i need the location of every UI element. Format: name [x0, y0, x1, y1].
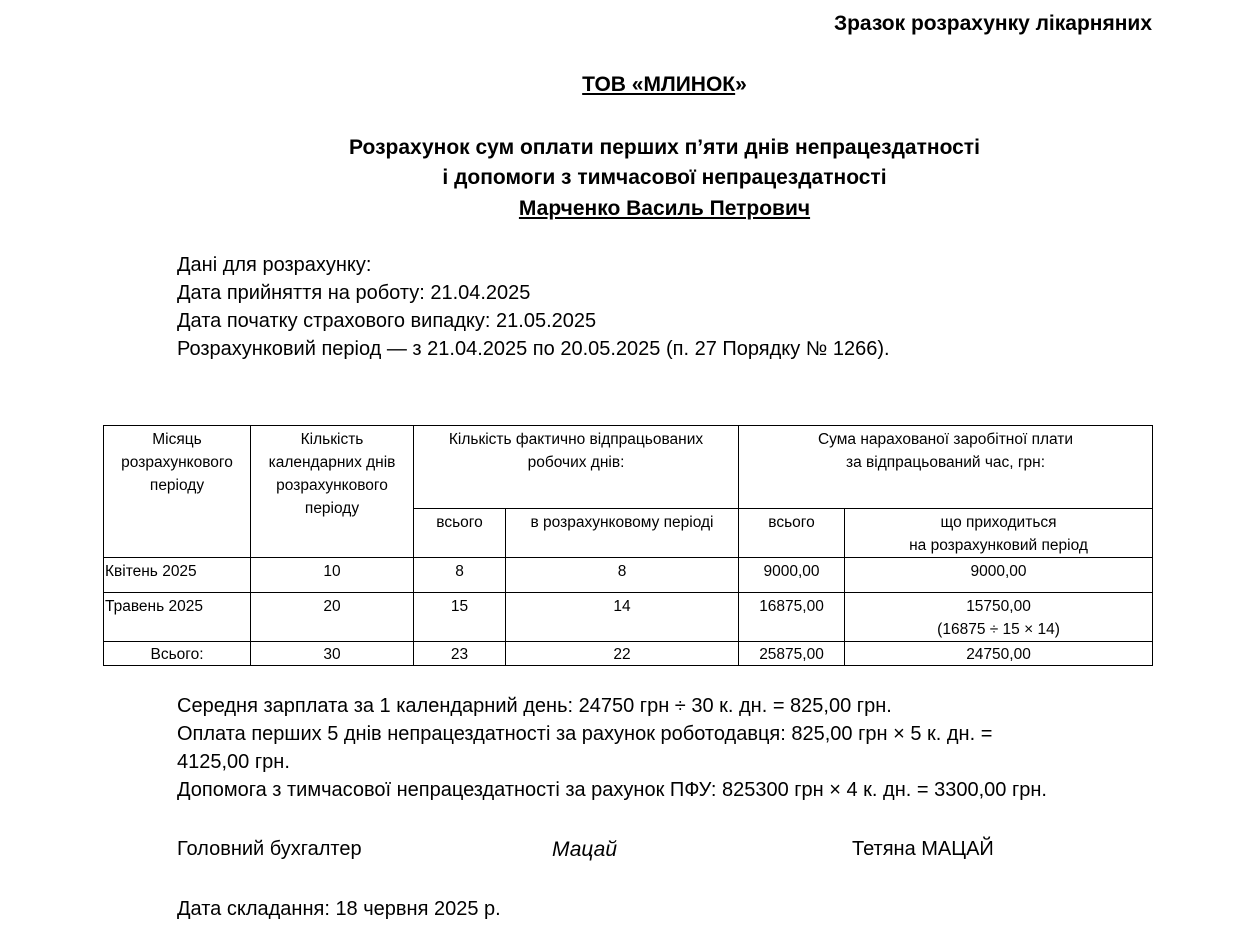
company-name	[0, 73, 1240, 97]
hire-date: Дата прийняття на роботу: 21.04.2025	[177, 282, 531, 304]
insured-event-date: Дата початку страхового випадку: 21.05.2025	[177, 310, 597, 332]
signatory-name: Тетяна МАЦАЙ	[852, 838, 994, 860]
row-worked-in-period: 8	[506, 558, 739, 593]
row-worked-total: 15	[414, 593, 506, 642]
total-worked-in-period: 22	[506, 642, 739, 666]
signatory-role: Головний бухгалтер	[177, 838, 362, 860]
header-salary-total: всього	[739, 509, 845, 558]
header-worked-days: Кількість фактично відпрацьованих робочих днів:	[414, 426, 739, 509]
row-calendar-days: 10	[251, 558, 414, 593]
total-salary-total: 25875,00	[739, 642, 845, 666]
total-label: Всього:	[104, 642, 251, 666]
company-name-tail: »	[735, 73, 747, 96]
table-header-row	[104, 426, 1153, 509]
header-calendar-days: Кількість календарних днів розрахункового періоду	[251, 426, 414, 558]
calc-data-heading: Дані для розрахунку:	[177, 254, 372, 276]
salary-calculation-table	[103, 425, 1153, 666]
employee-name: Марченко Василь Петрович	[518, 197, 811, 220]
employer-payment-line-1: Оплата перших 5 днів непрацездатності за рахунок роботодавця: 825,00 грн × 5 к. дн. =	[177, 723, 993, 745]
row-month: Квітень 2025	[104, 558, 251, 593]
header-salary-in-period: що приходиться на розрахунковий період	[845, 509, 1153, 558]
total-worked-total: 23	[414, 642, 506, 666]
table-row	[104, 593, 1153, 642]
row-salary-note: (16875 ÷ 15 × 14)	[937, 621, 1060, 638]
row-worked-in-period: 14	[506, 593, 739, 642]
row-salary-total: 9000,00	[739, 558, 845, 593]
row-salary-in-period: 15750,00 (16875 ÷ 15 × 14)	[845, 593, 1153, 642]
header-month: Місяць розрахункового періоду	[104, 426, 251, 558]
sample-note: Зразок розрахунку лікарняних	[833, 12, 1152, 35]
row-worked-total: 8	[414, 558, 506, 593]
total-calendar-days: 30	[251, 642, 414, 666]
row-calendar-days: 20	[251, 593, 414, 642]
row-salary-total: 16875,00	[739, 593, 845, 642]
document-title-line-2: і допомоги з тимчасової непрацездатності	[442, 166, 887, 189]
row-salary-in-period: 9000,00	[845, 558, 1153, 593]
handwritten-signature: Мацай	[552, 838, 618, 861]
company-name-underlined: ТОВ «МЛИНОК	[582, 73, 736, 96]
row-month: Травень 2025	[104, 593, 251, 642]
total-salary-in-period: 24750,00	[845, 642, 1153, 666]
document-title-line-1: Розрахунок сум оплати перших п’яти днів непрацездатності	[349, 136, 980, 159]
compilation-date: Дата складання: 18 червня 2025 р.	[177, 898, 501, 920]
table-row	[104, 558, 1153, 593]
header-worked-total: всього	[414, 509, 506, 558]
table-total-row	[104, 642, 1153, 666]
employer-payment-line-2: 4125,00 грн.	[177, 751, 290, 773]
pfu-benefit: Допомога з тимчасової непрацездатності за рахунок ПФУ: 825300 грн × 4 к. дн. = 3300,00 грн.	[177, 779, 1047, 801]
average-salary: Середня зарплата за 1 календарний день: 24750 грн ÷ 30 к. дн. = 825,00 грн.	[177, 695, 892, 717]
header-worked-in-period: в розрахунковому періоді	[506, 509, 739, 558]
calculation-period: Розрахунковий період — з 21.04.2025 по 20.05.2025 (п. 27 Порядку № 1266).	[177, 338, 890, 360]
header-salary: Сума нарахованої заробітної плати за відпрацьований час, грн:	[739, 426, 1153, 509]
